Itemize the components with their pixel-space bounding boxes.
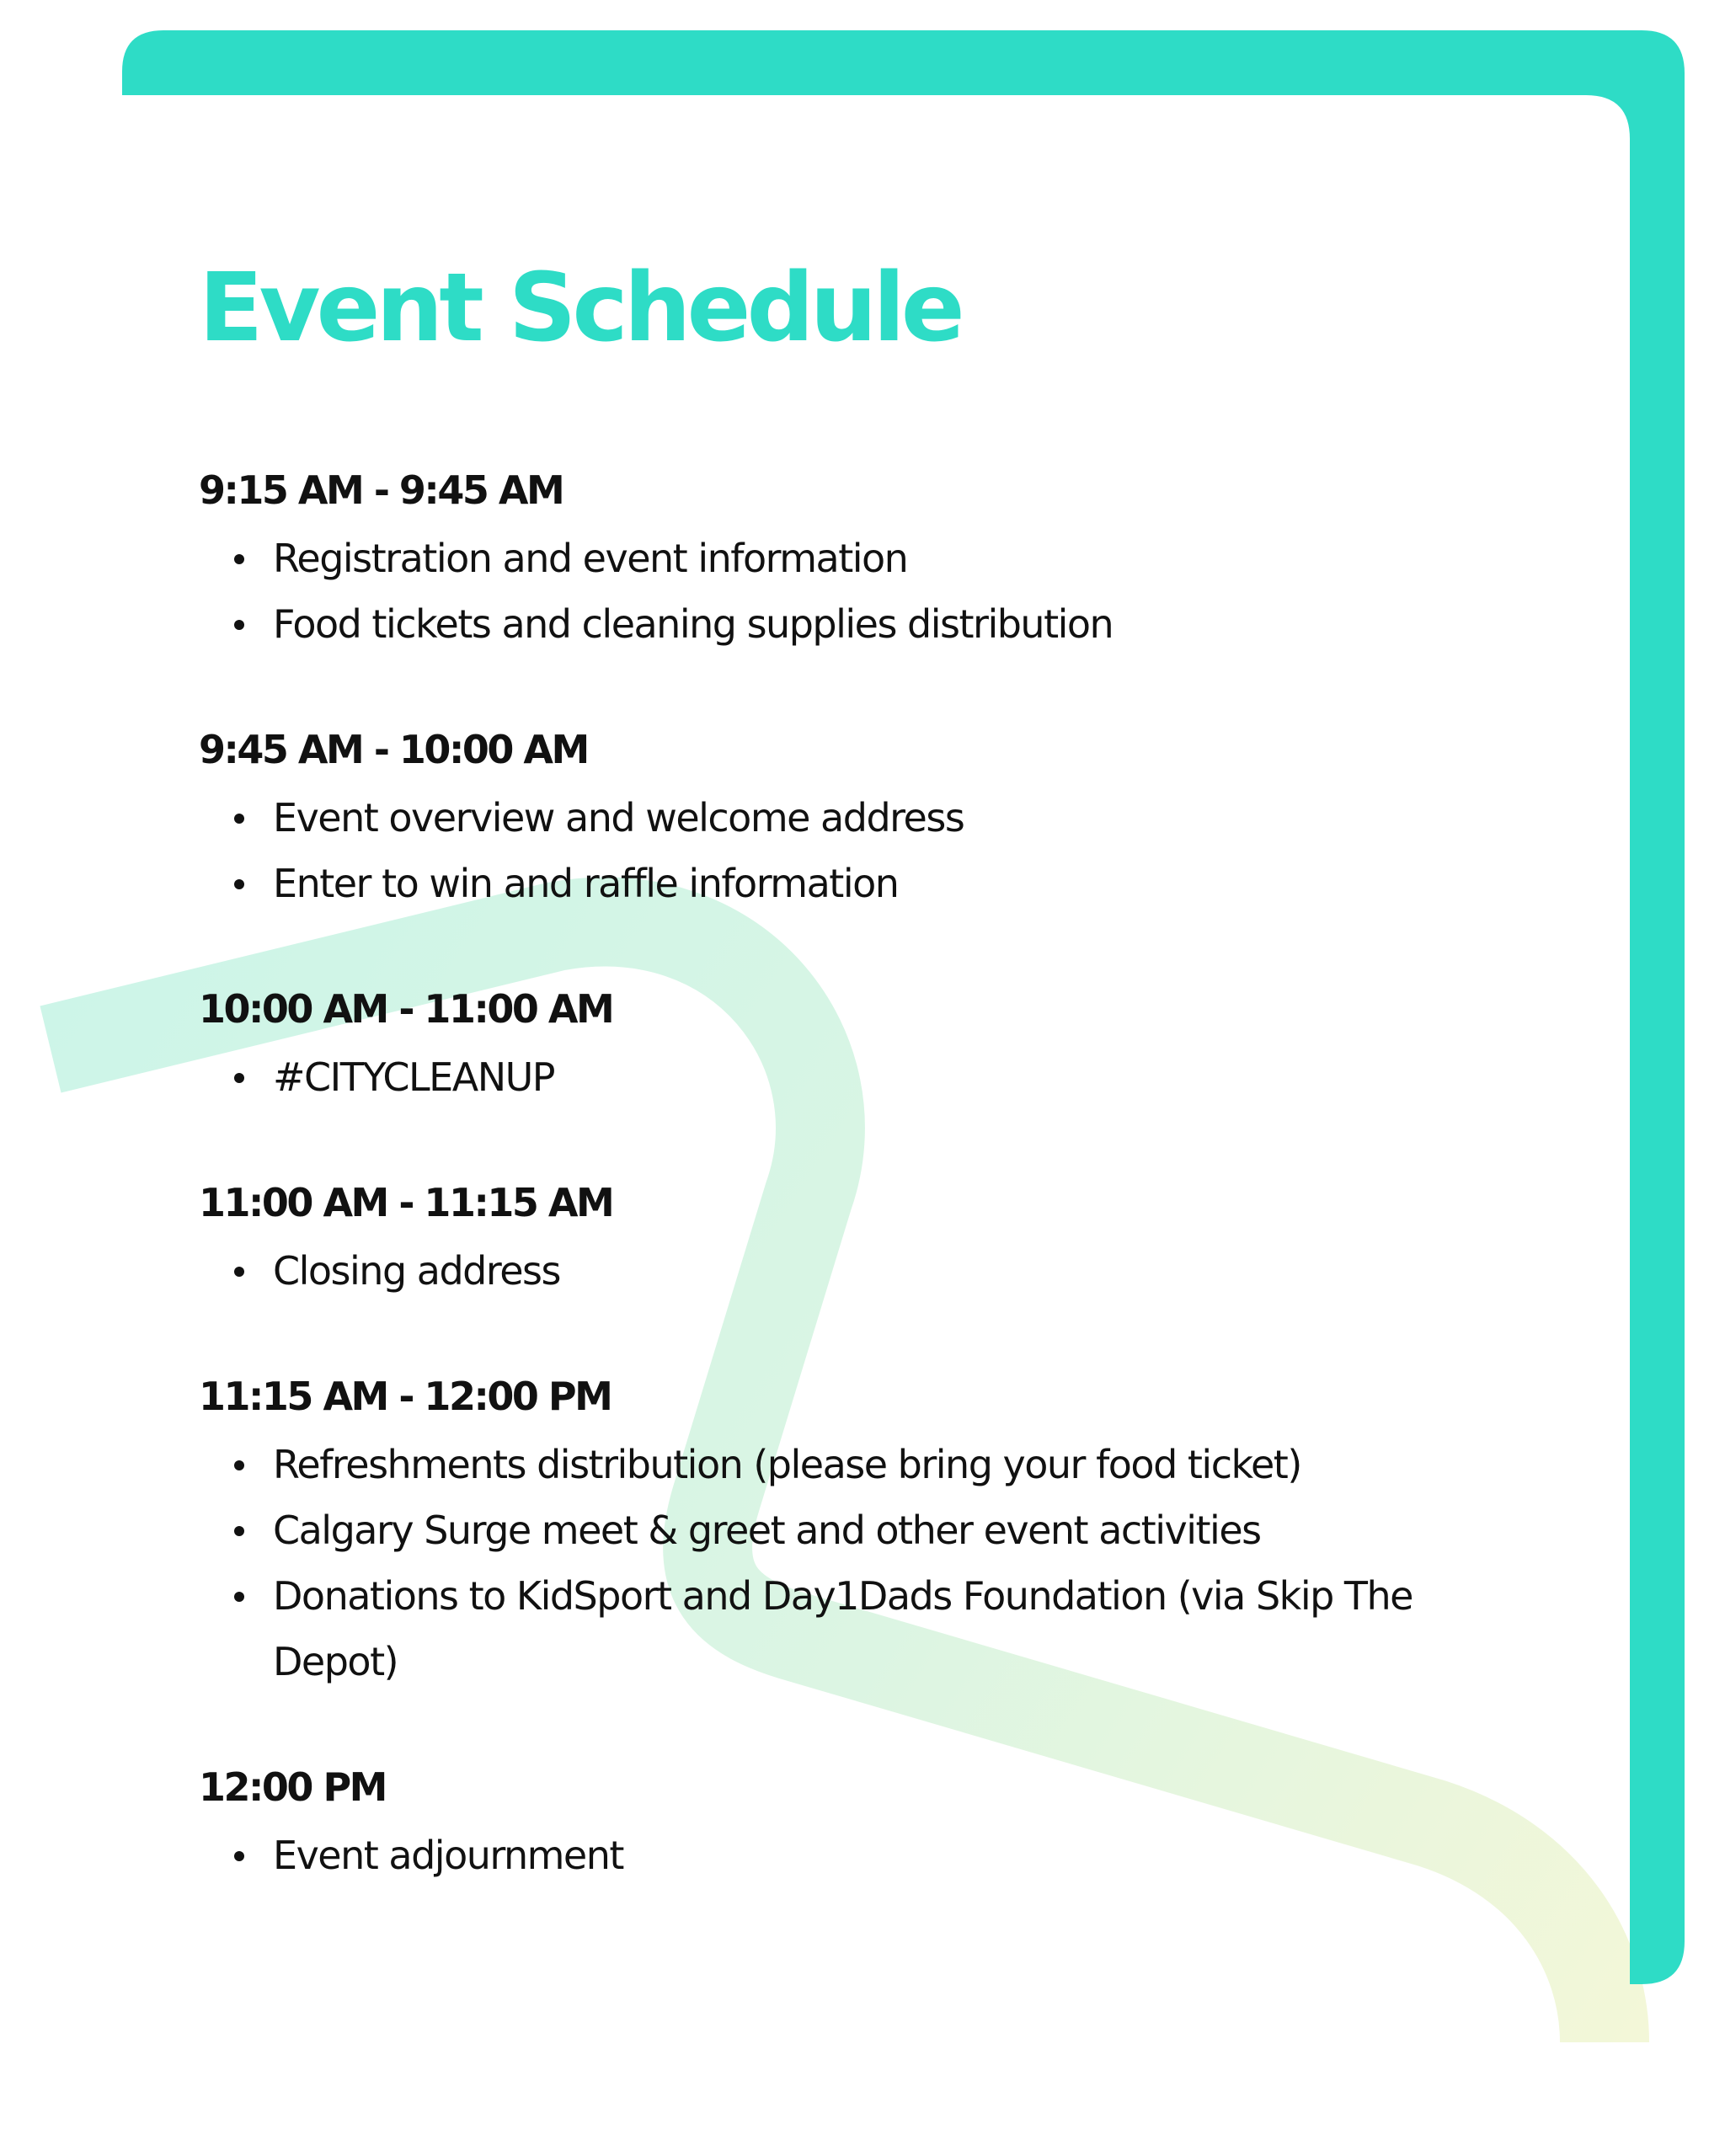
activity-item — [199, 591, 1477, 657]
activity-item — [199, 1044, 1477, 1110]
schedule-block — [199, 1176, 1513, 1304]
activity-list — [199, 1822, 1513, 1888]
time-slot: 9:45 AM - 10:00 AM — [199, 727, 588, 772]
schedule-block — [199, 463, 1513, 657]
activity-text: #CITYCLEANUP — [273, 1054, 555, 1100]
activity-text: Refreshments distribution (please bring your food ticket) — [273, 1442, 1301, 1487]
activity-text: Event adjournment — [273, 1833, 623, 1878]
schedule-list — [199, 463, 1513, 1954]
activity-text: Enter to win and raffle information — [273, 861, 899, 906]
schedule-block — [199, 982, 1513, 1110]
schedule-block — [199, 1760, 1513, 1888]
activity-text: Closing address — [273, 1248, 560, 1294]
activity-list — [199, 1044, 1513, 1110]
time-slot: 11:00 AM - 11:15 AM — [199, 1180, 613, 1225]
activity-text: Donations to KidSport and Day1Dads Foundation (via Skip The Depot) — [273, 1573, 1413, 1684]
activity-text: Event overview and welcome address — [273, 795, 964, 841]
activity-item — [199, 1432, 1477, 1497]
schedule-block — [199, 723, 1513, 916]
activity-item — [199, 1563, 1477, 1694]
activity-text: Calgary Surge meet & greet and other event activities — [273, 1508, 1261, 1553]
activity-item — [199, 1238, 1477, 1304]
time-slot: 9:15 AM - 9:45 AM — [199, 467, 563, 513]
activity-text: Food tickets and cleaning supplies distribution — [273, 601, 1114, 647]
activity-item — [199, 785, 1477, 851]
activity-list — [199, 785, 1513, 916]
activity-item — [199, 1497, 1477, 1563]
activity-list — [199, 1432, 1513, 1694]
time-slot: 11:15 AM - 12:00 PM — [199, 1374, 611, 1419]
activity-list — [199, 526, 1513, 657]
activity-item — [199, 851, 1477, 916]
activity-item — [199, 526, 1477, 591]
activity-text: Registration and event information — [273, 536, 908, 581]
activity-item — [199, 1822, 1477, 1888]
time-slot: 10:00 AM - 11:00 AM — [199, 986, 613, 1032]
page-title: Event Schedule — [199, 253, 961, 363]
time-slot: 12:00 PM — [199, 1764, 386, 1810]
activity-list — [199, 1238, 1513, 1304]
schedule-block — [199, 1369, 1513, 1694]
